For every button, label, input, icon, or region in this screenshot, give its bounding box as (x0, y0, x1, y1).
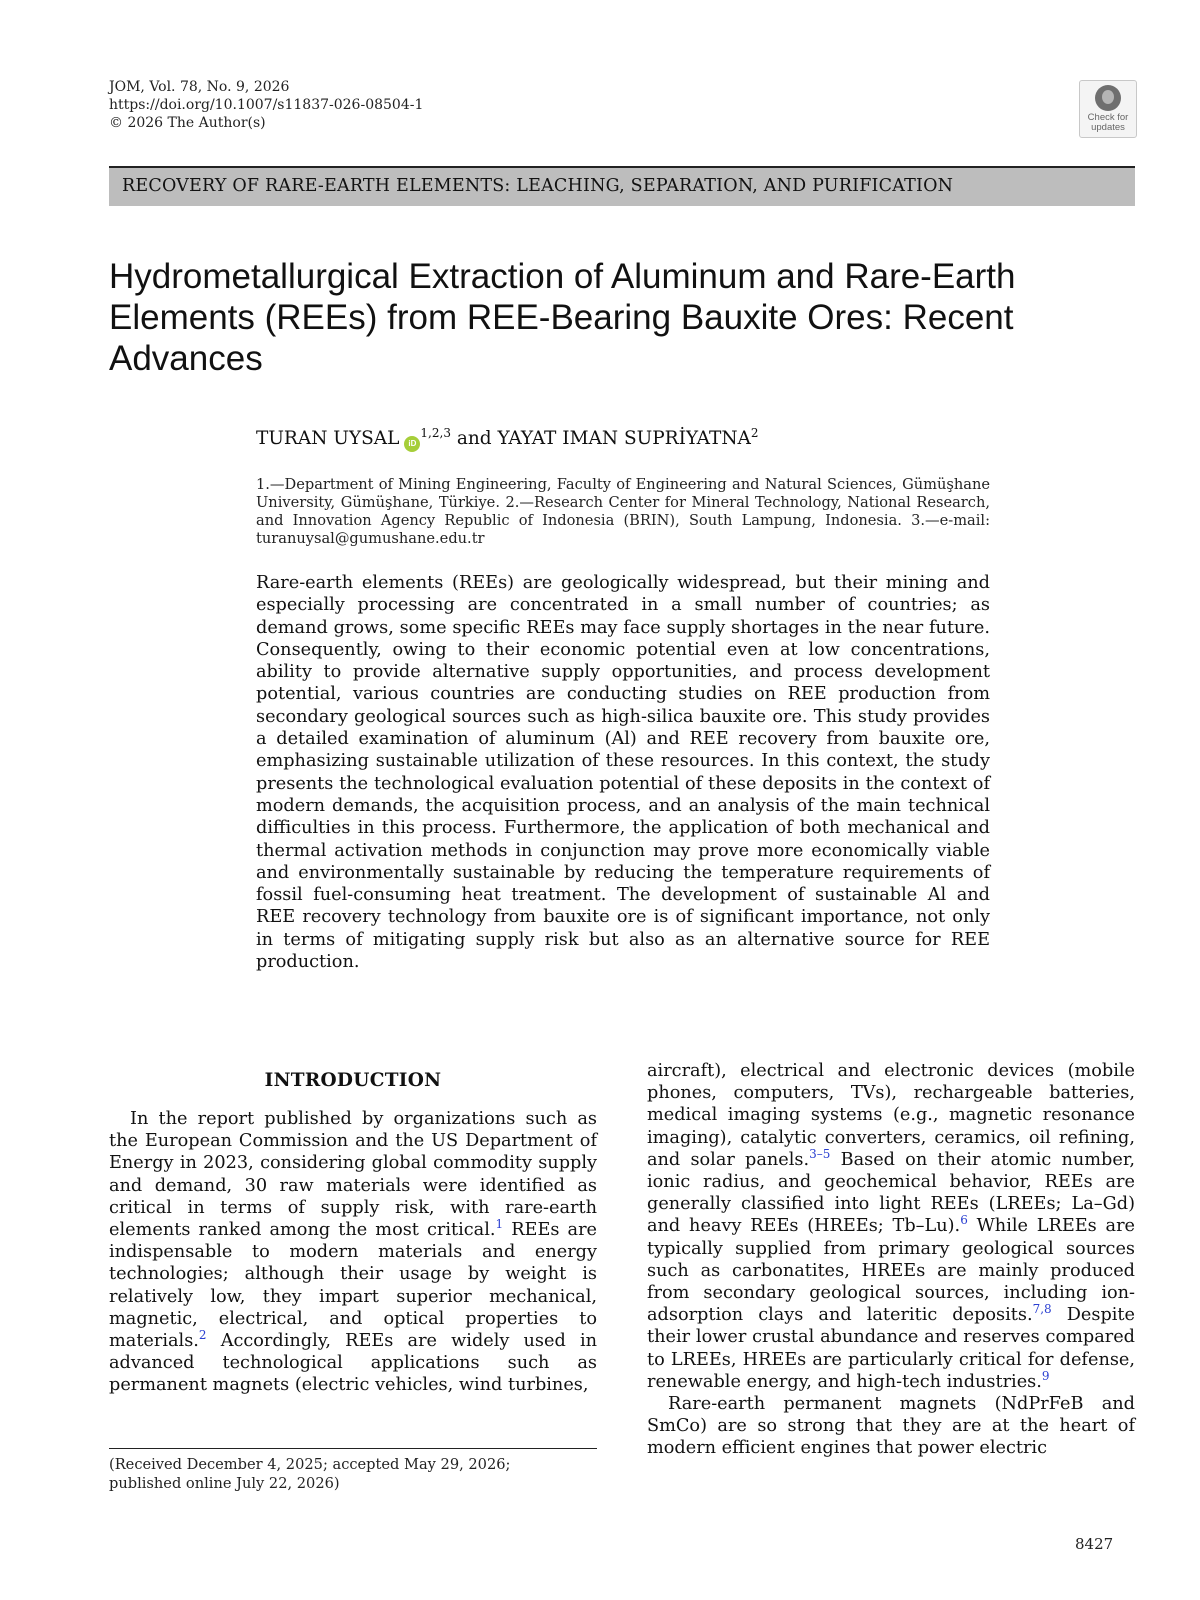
reference-link[interactable]: 1 (495, 1217, 504, 1232)
author-affiliation-marker: 2 (750, 426, 759, 440)
intro-left-column (109, 1108, 597, 1397)
text-run: While LREEs are typically supplied from primary geological sources such as carbonatites, HREEs are mainly produced from secondary geological sources, including ion-adsorption clays and lateritic deposits. (647, 1216, 1136, 1326)
intro-paragraph (109, 1108, 597, 1397)
badge-line2: updates (1091, 122, 1125, 133)
text-run: Based on their atomic number, ionic radius, and geochemical behavior, REEs are generally classified into light REEs (LREEs; La–Gd) and heavy REEs (HREEs; Tb–Lu). (647, 1149, 1135, 1237)
author-name: YAYAT IMAN SUPRİYATNA (497, 428, 751, 449)
author-name: TURAN UYSAL (256, 428, 400, 449)
intro-paragraph: Rare-earth permanent magnets (NdPrFeB and SmCo) are so strong that they are at the heart of modern efficient engines that power electric (647, 1394, 1135, 1459)
reference-link[interactable]: 6 (960, 1213, 968, 1228)
journal-meta (109, 78, 423, 132)
badge-line1: Check for (1087, 112, 1129, 123)
doi-link[interactable]: https://doi.org/10.1007/s11837-026-08504-1 (109, 97, 424, 113)
footnote-line: published online July 22, 2026) (109, 1475, 340, 1492)
footnote-divider (109, 1448, 597, 1449)
article-title: Hydrometallurgical Extraction of Aluminum and Rare-Earth Elements (REEs) from REE-Bearing Bauxite Ores: Recent Advances (109, 257, 1016, 378)
text-run: In the report published by organizations such as the European Commission and the US Department of Energy in 2023, considering global commodity supply and demand, 30 raw materials were identified as critical in terms of supply risk, with rare-earth elements ranked among the most critical. (109, 1109, 597, 1241)
text-run: Accordingly, REEs are widely used in advanced technological applications such as permanent magnets (electric vehicles, wind turbines, (109, 1331, 597, 1396)
reference-link[interactable]: 7,8 (1032, 1302, 1052, 1317)
reference-link[interactable]: 9 (1041, 1368, 1050, 1383)
abstract: Rare-earth elements (REEs) are geologically widespread, but their mining and especially processing are concentrated in a small number of countries; as demand grows, some specific REEs may face supply shortages in the near future. Consequently, owing to their economic potential even at low concentrations, ability to provide alternative supply opportunities, and process development potential, various countries are conducting studies on REE production from secondary geological sources such as high-silica bauxite ore. This study provides a detailed examination of aluminum (Al) and REE recovery from bauxite ore, emphasizing sustainable utilization of these resources. In this context, the study presents the technological evaluation potential of these deposits in the context of modern demands, the acquisition process, and an analysis of the main technical difficulties in this process. Furthermore, the application of both mechanical and thermal activation methods in conjunction may prove more economically viable and environmentally sustainable by reducing the temperature requirements of fossil fuel-consuming heat treatment. The development of sustainable Al and REE recovery technology from bauxite ore is of significant importance, not only in terms of mitigating supply risk but also as an alternative source for REE production. (256, 573, 990, 973)
text-run: aircraft), electrical and electronic devices (mobile phones, computers, TVs), rechargeable batteries, medical imaging systems (e.g., magnetic resonance imaging), catalytic converters, ceramics, oil refining, and solar panels. (647, 1061, 1135, 1170)
author-list (256, 426, 759, 452)
intro-paragraph (647, 1060, 1135, 1393)
footnote-line: (Received December 4, 2025; accepted May 29, 2026; (109, 1456, 511, 1473)
orcid-icon[interactable]: iD (404, 436, 420, 452)
copyright: © 2026 The Author(s) (109, 115, 266, 131)
text-run: REEs are indispensable to modern materials and energy technologies; although their usage by weight is relatively low, they impart superior mechanical, magnetic, electrical, and optical properties to materials. (109, 1220, 597, 1352)
section-banner: RECOVERY OF RARE-EARTH ELEMENTS: LEACHING, SEPARATION, AND PURIFICATION (109, 166, 1135, 206)
reference-link[interactable]: 3–5 (809, 1146, 831, 1161)
author-affiliation-marker: 1,2,3 (420, 426, 451, 440)
affiliations: 1.—Department of Mining Engineering, Faculty of Engineering and Natural Sciences, Gümüşhane University, Gümüşhane, Türkiye. 2.—Research Center for Mineral Technology, National Research, and Innovation Agency Republic of Indonesia (BRIN), South Lampung, Indonesia. 3.—e-mail: turanuysal@gumushane.edu.tr (256, 476, 990, 547)
intro-right-column (647, 1060, 1135, 1460)
crossmark-icon (1095, 85, 1121, 111)
reference-link[interactable]: 2 (198, 1328, 207, 1343)
check-for-updates-badge[interactable] (1079, 80, 1137, 138)
text-run: Despite their lower crustal abundance and reserves compared to LREEs, HREEs are particularly critical for defense, renewable energy, and high-tech industries. (647, 1305, 1135, 1392)
received-dates-footnote (109, 1455, 597, 1493)
journal-citation: JOM, Vol. 78, No. 9, 2026 (109, 79, 290, 95)
page-number: 8427 (1075, 1535, 1114, 1553)
introduction-heading: INTRODUCTION (264, 1070, 442, 1091)
author-connector: and (456, 428, 492, 449)
